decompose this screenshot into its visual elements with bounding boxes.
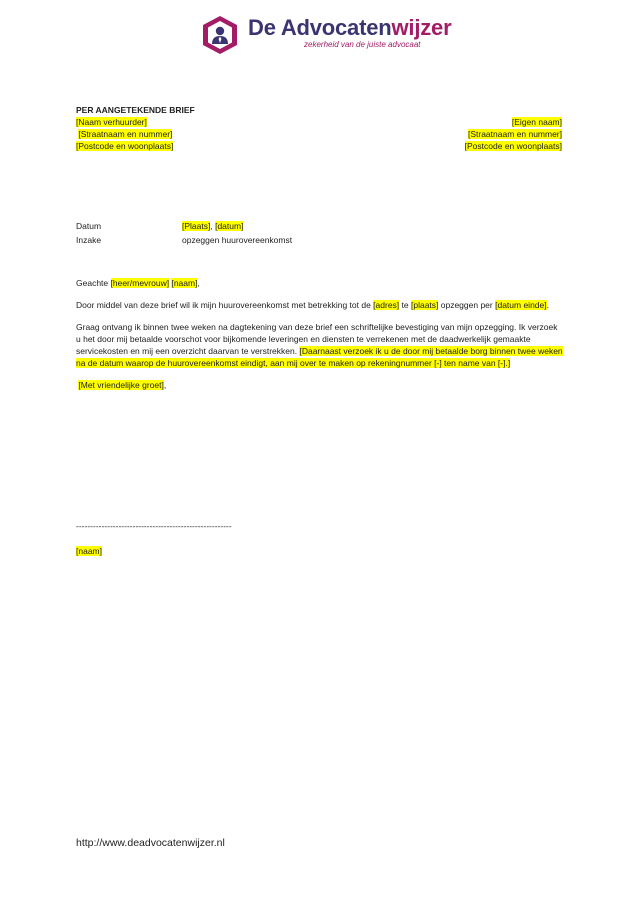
subject-row [76,234,292,248]
footer-url: http://www.deadvocatenwijzer.nl [76,837,225,849]
sender-city: [Postcode en woonplaats] [464,141,562,151]
logo-tagline: zekerheid van de juiste advocaat [304,40,421,49]
letter-heading: PER AANGETEKENDE BRIEF [76,105,195,115]
paragraph-termination: Door middel van deze brief wil ik mijn huurovereenkomst met betrekking tot de [adres] te [plaats] opzeggen per [datum einde]. [76,300,549,310]
recipient-address-block [76,104,195,152]
signature-line: ------------------------------------------------------- [76,521,232,531]
date-value: [Plaats], [datum] [182,221,244,231]
signature-name-row [76,545,102,557]
logo-title: De Advocatenwijzer [248,15,452,40]
recipient-street: [Straatnaam en nummer] [78,129,173,139]
recipient-city: [Postcode en woonplaats] [76,141,174,151]
signature-name: [naam] [76,546,102,556]
sender-street: [Straatnaam en nummer] [467,129,562,139]
lawyer-badge-icon [200,15,240,55]
recipient-name: [Naam verhuurder] [76,117,147,127]
subject-value: opzeggen huurovereenkomst [182,235,293,245]
closing: [Met vriendelijke groet], [78,380,167,390]
greeting: Geachte [heer/mevrouw] [naam], [76,278,200,288]
sender-address-block [465,116,562,152]
sender-name: [Eigen naam] [511,117,562,127]
date-label: Datum [76,221,102,231]
subject-label: Inzake [76,235,102,245]
letter-meta [76,220,292,248]
date-row [76,220,292,234]
letter-body [76,277,564,401]
paragraph-confirmation: Graag ontvang ik binnen twee weken na dagtekening van deze brief een schriftelijke bevestiging van mijn opzegging. Ik verzoek u het door mij betaalde voorschot voor bijkomende leveringen en diensten te verrekenen met de daadwerkelijk gemaakte servicekosten en mij een overzicht daarvan te verstrekken. [Daarnaast verzoek ik u de door mij betaalde borg binnen twee weken na de datum waarop de huurovereenkomst eindigt, aan mij over te maken op rekeningnummer [-] ten name van [-].] [76,322,563,368]
brand-logo [200,14,451,56]
